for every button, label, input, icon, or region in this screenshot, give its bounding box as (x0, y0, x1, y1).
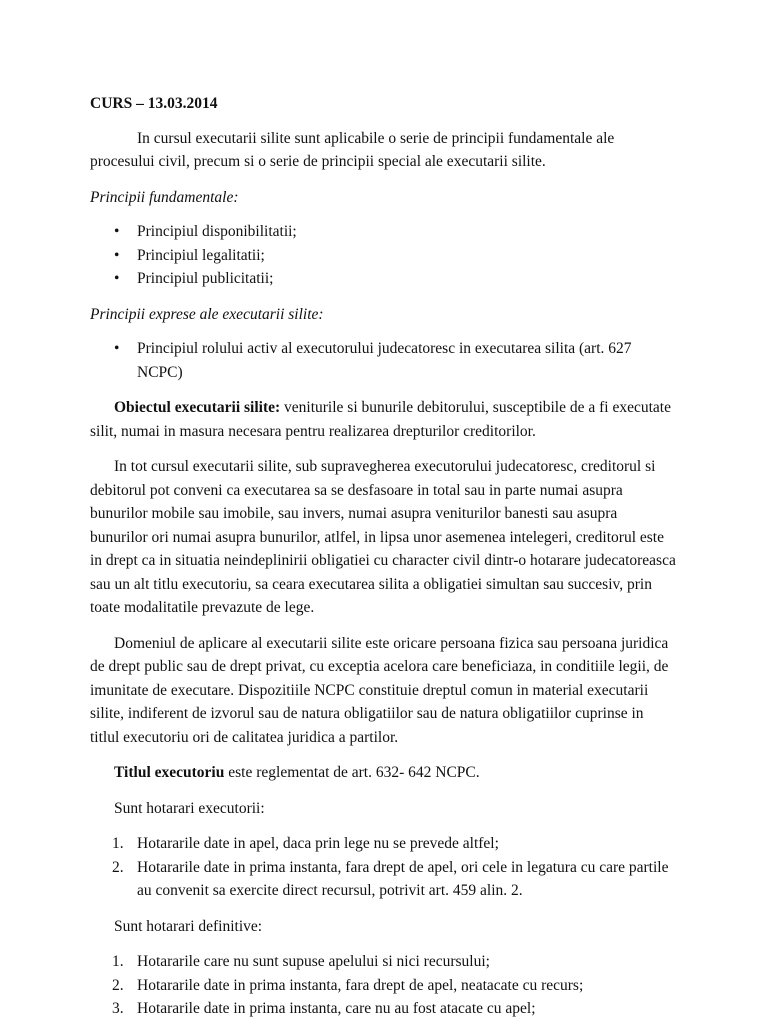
bullet-icon: • (114, 270, 120, 287)
list-item: 1. Hotararile date in apel, daca prin lege nu se prevede altfel; (112, 835, 499, 852)
intro-paragraph: In cursul executarii silite sunt aplicabile o serie de principii fundamentale ale procesului civil, precum si o serie de principii special ale executarii silite. (90, 129, 615, 170)
bullet-icon: • (114, 246, 120, 264)
titlul-paragraph (90, 761, 676, 785)
express-principles-list (90, 337, 676, 384)
list-item: • Principiul legalitatii; (90, 244, 676, 268)
bullet-icon: • (114, 340, 120, 357)
executorii-heading: Sunt hotarari executorii: (114, 799, 265, 817)
domeniul-paragraph: Domeniul de aplicare al executarii silite este oricare persoana fizica sau persoana juridica de drept public sau de drept privat, cu exceptia acelora care beneficiaza, in conditiile legii, de imunitate de executare. Dispozitiile NCPC constituie dreptul comun in material executarii silite, indiferent de izvorul sau de natura obligatiilor sau de natura obligatiilor cuprinse in titlul executoriu ori de calitatea juridica a partilor. (90, 634, 669, 746)
list-item: 3. Hotararile date in prima instanta, care nu au fost atacate cu apel; (112, 1000, 536, 1017)
obiect-text: veniturile si bunurile debitorului, susceptibile de a fi executate silit, numai in masura necesara pentru realizarea drepturilor creditorilor. (90, 399, 671, 440)
definitive-heading: Sunt hotarari definitive: (114, 917, 263, 935)
bullet-icon: • (114, 223, 120, 240)
list-item: • Principiul rolului activ al executorului judecatoresc in executarea silita (art. 627 NCPC) (90, 337, 676, 384)
titlul-lead: Titlul executoriu (114, 764, 225, 781)
list-item: • Principiul disponibilitatii; (90, 220, 676, 244)
list-item: 2. Hotararile date in prima instanta, fara drept de apel, neatacate cu recurs; (112, 976, 584, 994)
executorii-list (90, 832, 676, 903)
document-title: CURS – 13.03.2014 (90, 95, 218, 112)
list-item: • Principiul publicitatii; (90, 267, 676, 291)
express-principles-heading: Principii exprese ale executarii silite: (90, 305, 324, 323)
obiect-paragraph (90, 396, 676, 443)
obiect-lead: Obiectul executarii silite: (114, 399, 281, 416)
fundamental-principles-heading: Principii fundamentale: (90, 188, 239, 206)
titlul-text: este reglementat de art. 632- 642 NCPC. (224, 764, 480, 781)
tot-cursul-paragraph: In tot cursul executarii silite, sub supravegherea executorului judecatoresc, creditorul si debitorul pot conveni ca executarea sa se desfasoare in total sau in parte numai asupra bunurilor mobile sau imobile, sau invers, numai asupra veniturilor banesti sau asupra bunurilor ori numai asupra bunurilor, atlfel, in lipsa unor asemenea intelegeri, creditorul este in drept ca in situatia neindeplinirii obligatiei cu character civil dintr-o hotarare judecatoreasca sau un alt titlu executoriu, sa ceara executarea silita a obligatiei simultan sau succesiv, prin toate modalitatile prevazute de lege. (90, 458, 676, 616)
list-item: 1. Hotararile care nu sunt supuse apelului si nici recursului; (112, 953, 490, 970)
fundamental-principles-list (90, 220, 676, 291)
definitive-list (90, 950, 676, 1021)
list-item: 2. Hotararile date in prima instanta, fara drept de apel, ori cele in legatura cu care partile au convenit sa exercite direct recursul, potrivit art. 459 alin. 2. (112, 858, 669, 899)
